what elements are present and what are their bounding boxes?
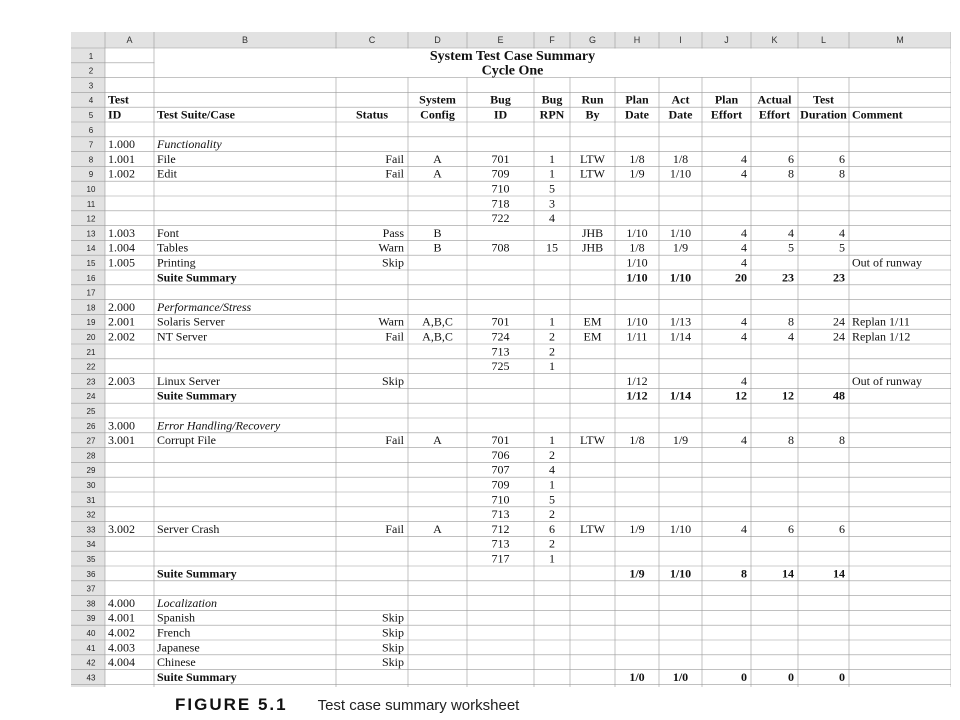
table-cell: Chinese [157, 655, 196, 670]
table-cell: 709 [491, 477, 510, 492]
section-title: Error Handling/Recovery [157, 418, 281, 433]
suite-summary-cell: 1/12 [626, 388, 648, 403]
table-cell: 1/13 [669, 314, 692, 329]
table-cell: Pass [382, 225, 404, 240]
row-header-34: 34 [86, 540, 96, 550]
grid-canvas [71, 32, 951, 687]
table-cell: 1 [549, 433, 555, 448]
column-header-e: E [497, 35, 504, 45]
table-cell: 4 [549, 211, 555, 226]
suite-summary-cell: Suite Summary [157, 566, 237, 581]
table-cell: 1/10 [669, 521, 692, 536]
header-cell: Status [355, 107, 389, 122]
table-cell: 5 [839, 240, 845, 255]
table-cell: 1 [549, 314, 555, 329]
suite-summary-cell: 14 [782, 566, 794, 581]
table-cell: 1/10 [626, 225, 648, 240]
table-cell: 1.003 [108, 225, 135, 240]
suite-summary-cell: 0 [788, 669, 794, 684]
row-header-41: 41 [86, 643, 96, 653]
figure-label: FIGURE 5.1 [175, 695, 288, 714]
row-header-25: 25 [86, 407, 96, 416]
suite-summary-cell: 12 [782, 388, 794, 403]
table-cell: 713 [491, 344, 510, 359]
table-cell: LTW [580, 521, 605, 536]
header-cell: Bug [541, 92, 563, 107]
table-cell: Fail [385, 329, 404, 344]
table-cell: 5 [788, 240, 794, 255]
table-cell: 4 [741, 151, 747, 166]
column-header-a: A [126, 35, 133, 45]
table-cell: Skip [381, 625, 404, 640]
row-header-35: 35 [86, 555, 96, 564]
suite-summary-cell: 1/0 [672, 669, 689, 684]
table-cell: 710 [491, 492, 510, 507]
table-cell: 6 [839, 521, 845, 536]
column-header-f: F [549, 35, 555, 45]
row-header-29: 29 [86, 466, 96, 476]
row-header-28: 28 [86, 451, 96, 461]
table-cell: 2.002 [108, 329, 135, 344]
suite-summary-cell: 1/10 [669, 566, 692, 581]
table-cell: EM [583, 314, 602, 329]
table-cell: 4 [839, 225, 845, 240]
table-cell: LTW [580, 166, 605, 181]
column-header-h: H [633, 35, 641, 45]
table-cell: EM [583, 329, 602, 344]
table-cell: 4 [741, 240, 747, 255]
suite-summary-cell: 1/14 [669, 388, 692, 403]
header-cell: Config [420, 107, 455, 122]
table-cell: Tables [157, 240, 189, 255]
row-header-30: 30 [86, 481, 96, 490]
table-cell: 2.000 [108, 299, 135, 314]
table-cell: 2.001 [108, 314, 135, 329]
suite-summary-cell: 8 [741, 566, 747, 581]
table-cell: Fail [385, 166, 404, 181]
suite-summary-cell: 1/10 [626, 270, 648, 285]
figure-caption [175, 693, 519, 717]
row-header-12: 12 [86, 214, 96, 224]
table-cell: 3 [549, 196, 555, 211]
table-cell: 1.000 [108, 137, 135, 152]
table-cell: 1/12 [626, 373, 648, 388]
column-header-l: L [820, 35, 827, 45]
table-cell: 2.003 [108, 373, 135, 388]
header-cell: Duration [800, 107, 847, 122]
table-cell: Fail [385, 151, 404, 166]
table-cell: 1/8 [629, 240, 645, 255]
suite-summary-cell: Suite Summary [157, 388, 237, 403]
table-cell: 718 [491, 196, 510, 211]
table-cell: File [157, 151, 176, 166]
table-cell: 4 [741, 373, 747, 388]
table-cell: 1 [549, 551, 555, 566]
row-header-9: 9 [88, 170, 94, 180]
table-cell: 1.005 [108, 255, 135, 270]
row-header-22: 22 [86, 362, 96, 372]
table-cell: 707 [491, 462, 510, 477]
header-cell: Run [581, 92, 604, 107]
column-header-c: C [368, 35, 376, 45]
table-cell: 8 [788, 314, 794, 329]
suite-summary-cell: 0 [839, 669, 845, 684]
table-cell: 8 [839, 166, 845, 181]
row-header-40: 40 [86, 629, 96, 638]
section-title: Localization [157, 595, 218, 610]
table-cell: 4 [788, 329, 794, 344]
table-cell: 15 [546, 240, 558, 255]
suite-summary-cell: 20 [735, 270, 747, 285]
spreadsheet-grid[interactable] [71, 32, 951, 687]
table-cell: 4 [741, 225, 747, 240]
row-header-17: 17 [86, 288, 96, 298]
table-cell: 2 [549, 329, 555, 344]
table-cell: Printing [157, 255, 196, 270]
suite-summary-cell: 1/0 [629, 669, 645, 684]
table-cell: 2 [549, 447, 555, 462]
table-cell: Warn [378, 240, 404, 255]
table-cell: Corrupt File [157, 433, 216, 448]
header-cell: RPN [539, 107, 565, 122]
table-cell: 4 [741, 314, 747, 329]
row-header-18: 18 [86, 303, 96, 313]
table-cell: 1/14 [669, 329, 692, 344]
row-header-3: 3 [88, 81, 94, 91]
table-cell: 1/8 [629, 151, 645, 166]
table-cell: Font [157, 225, 180, 240]
table-cell: Replan 1/11 [852, 314, 910, 329]
table-cell: 24 [833, 329, 845, 344]
row-header-16: 16 [86, 273, 96, 283]
table-cell: NT Server [157, 329, 208, 344]
table-cell: Spanish [157, 610, 196, 625]
row-header-33: 33 [86, 525, 96, 535]
table-cell: 1/11 [626, 329, 648, 344]
table-cell: 4 [741, 433, 747, 448]
row-header-42: 42 [86, 658, 96, 668]
header-cell: Act [671, 92, 690, 107]
table-cell: 701 [491, 314, 510, 329]
table-cell: 3.000 [108, 418, 135, 433]
header-cell: Effort [710, 107, 743, 122]
header-cell: Test [108, 92, 129, 107]
table-cell: A,B,C [422, 329, 453, 344]
table-cell: 1/8 [629, 433, 645, 448]
table-cell: 3.001 [108, 433, 135, 448]
table-cell: Skip [381, 655, 404, 670]
row-header-39: 39 [86, 614, 96, 624]
table-cell: 2 [549, 507, 555, 522]
table-cell: 701 [491, 151, 510, 166]
table-cell: 8 [788, 166, 794, 181]
header-cell: Plan [625, 92, 649, 107]
table-cell: Linux Server [157, 373, 220, 388]
row-header-36: 36 [86, 569, 96, 579]
table-cell: A [433, 433, 442, 448]
table-cell: 708 [491, 240, 510, 255]
table-cell: Edit [157, 166, 177, 181]
suite-summary-cell: 48 [833, 388, 845, 403]
suite-summary-cell: 23 [782, 270, 794, 285]
header-cell: Test [813, 92, 834, 107]
row-header-2: 2 [88, 66, 94, 76]
table-cell: Skip [381, 610, 404, 625]
row-header-26: 26 [86, 421, 96, 431]
table-cell: JHB [581, 225, 604, 240]
table-cell: Japanese [157, 640, 200, 655]
table-cell: A [433, 521, 442, 536]
table-cell: 6 [549, 521, 555, 536]
column-header-k: K [771, 35, 778, 45]
row-header-13: 13 [86, 229, 96, 239]
table-cell: 1 [549, 359, 555, 374]
table-cell: 713 [491, 507, 510, 522]
table-cell: 4 [741, 255, 747, 270]
row-header-10: 10 [86, 185, 96, 194]
row-header-7: 7 [88, 140, 94, 150]
table-cell: 706 [491, 447, 510, 462]
row-header-24: 24 [86, 392, 96, 402]
row-header-27: 27 [86, 436, 96, 446]
table-cell: 725 [491, 359, 510, 374]
row-header-43: 43 [86, 673, 96, 683]
row-header-31: 31 [86, 495, 96, 505]
table-cell: B [433, 225, 442, 240]
header-cell: System [419, 92, 456, 107]
suite-summary-cell: 0 [741, 669, 747, 684]
table-cell: Skip [381, 255, 404, 270]
table-cell: Server Crash [157, 521, 220, 536]
header-cell: Date [668, 107, 693, 122]
table-cell: 713 [491, 536, 510, 551]
header-cell: Effort [758, 107, 791, 122]
row-header-23: 23 [86, 377, 96, 387]
row-header-14: 14 [86, 244, 96, 254]
table-cell: A,B,C [422, 314, 453, 329]
column-header-g: G [588, 35, 597, 45]
table-cell: 24 [833, 314, 845, 329]
header-cell: Comment [852, 107, 903, 122]
table-cell: 2 [549, 344, 555, 359]
table-cell: 1.002 [108, 166, 135, 181]
table-cell: 710 [491, 181, 510, 196]
table-cell: 1/9 [629, 166, 645, 181]
table-cell: 1/10 [669, 166, 692, 181]
row-header-8: 8 [88, 155, 94, 165]
table-cell: 4 [741, 521, 747, 536]
table-cell: Solaris Server [157, 314, 225, 329]
header-cell: Actual [757, 92, 792, 107]
table-cell: 4.002 [108, 625, 135, 640]
table-cell: 1/10 [626, 255, 648, 270]
table-cell: 6 [788, 151, 794, 166]
row-header-5: 5 [88, 111, 94, 120]
table-cell: 1/9 [629, 521, 645, 536]
column-header-m: M [896, 35, 904, 45]
table-cell: 5 [549, 492, 555, 507]
suite-summary-cell: Suite Summary [157, 669, 237, 684]
header-cell: Date [625, 107, 649, 122]
table-cell: 709 [491, 166, 510, 181]
column-header-b: B [241, 35, 249, 45]
table-cell: Fail [385, 521, 404, 536]
row-header-21: 21 [86, 347, 96, 357]
table-cell: 5 [549, 181, 555, 196]
row-header-1: 1 [88, 51, 94, 61]
section-title: Performance/Stress [157, 299, 252, 314]
header-cell: Bug [490, 92, 511, 107]
suite-summary-cell: Suite Summary [157, 270, 237, 285]
row-header-4: 4 [88, 96, 94, 106]
table-cell: 724 [491, 329, 510, 344]
sheet-background [71, 32, 951, 687]
column-header-bar [71, 32, 951, 48]
row-header-6: 6 [88, 125, 94, 135]
row-header-32: 32 [86, 510, 96, 520]
table-cell: 1/9 [672, 433, 689, 448]
table-cell: B [433, 240, 442, 255]
suite-summary-cell: 1/10 [669, 270, 692, 285]
header-cell: By [585, 107, 600, 122]
table-cell: 701 [491, 433, 510, 448]
suite-summary-cell: 23 [833, 270, 845, 285]
table-cell: 4 [549, 462, 555, 477]
sheet-subtitle: Cycle One [481, 63, 544, 79]
suite-summary-cell: 12 [735, 388, 747, 403]
table-cell: 1/8 [672, 151, 689, 166]
table-cell: Fail [385, 433, 404, 448]
table-cell: 3.002 [108, 521, 135, 536]
table-cell: A [433, 151, 442, 166]
table-cell: Out of runway [852, 373, 922, 388]
header-cell: Plan [714, 92, 739, 107]
table-cell: 6 [839, 151, 845, 166]
table-cell: 4.004 [108, 655, 135, 670]
table-cell: 4 [788, 225, 794, 240]
table-cell: 8 [788, 433, 794, 448]
table-cell: 1.001 [108, 151, 135, 166]
table-cell: JHB [581, 240, 604, 255]
table-cell: A [433, 166, 442, 181]
table-cell: 4.003 [108, 640, 135, 655]
table-cell: 1.004 [108, 240, 135, 255]
table-cell: 2 [549, 536, 555, 551]
table-cell: 4.000 [108, 595, 135, 610]
sheet-title: System Test Case Summary [429, 48, 596, 64]
suite-summary-cell: 1/9 [629, 566, 645, 581]
row-header-20: 20 [86, 333, 96, 342]
column-header-d: D [434, 35, 441, 45]
table-cell: 1/10 [626, 314, 648, 329]
row-header-15: 15 [86, 259, 96, 268]
row-header-37: 37 [86, 584, 96, 594]
table-cell: 4 [741, 329, 747, 344]
figure-caption-text: Test case summary worksheet [317, 696, 520, 714]
row-header-38: 38 [86, 599, 96, 609]
table-cell: French [157, 625, 191, 640]
table-cell: Skip [381, 373, 404, 388]
table-cell: 712 [491, 521, 510, 536]
header-cell: Test Suite/Case [157, 107, 235, 122]
table-cell: 722 [491, 211, 510, 226]
table-cell: 717 [491, 551, 510, 566]
table-cell: Warn [378, 314, 404, 329]
table-cell: LTW [580, 433, 605, 448]
row-header-11: 11 [86, 199, 96, 209]
section-title: Functionality [157, 137, 222, 152]
table-cell: 1/9 [672, 240, 689, 255]
suite-summary-cell: 14 [833, 566, 845, 581]
table-cell: 1 [549, 151, 555, 166]
row-header-19: 19 [86, 318, 96, 328]
header-cell: ID [108, 107, 122, 122]
table-cell: 8 [839, 433, 845, 448]
table-cell: Skip [381, 640, 404, 655]
table-cell: 1/10 [669, 225, 692, 240]
column-header-i: I [679, 35, 682, 45]
table-cell: 6 [788, 521, 794, 536]
table-cell: 1 [549, 166, 555, 181]
table-cell: 4.001 [108, 610, 135, 625]
column-header-j: J [724, 35, 729, 45]
table-cell: Out of runway [852, 255, 922, 270]
table-cell: 1 [549, 477, 555, 492]
table-cell: LTW [580, 151, 605, 166]
table-cell: Replan 1/12 [852, 329, 911, 344]
table-cell: 4 [741, 166, 747, 181]
header-cell: ID [493, 107, 508, 122]
